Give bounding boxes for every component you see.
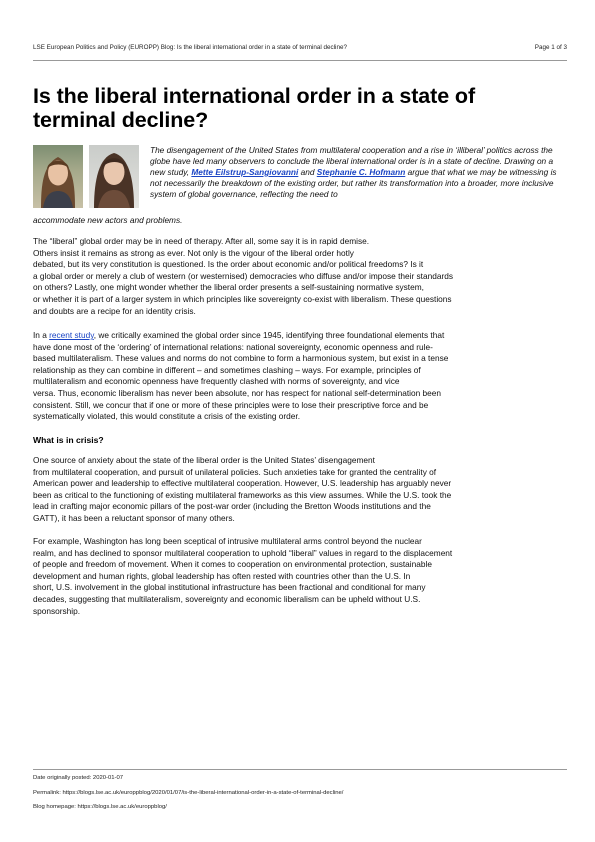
text-line: Others insist it remains as strong as ever. Not only is the vigour of the liberal order hotly xyxy=(33,247,354,258)
text-line: The “liberal” global order may be in need of therapy. After all, some say it is in rapid demise. xyxy=(33,236,370,246)
footer-permalink: Permalink: https://blogs.lse.ac.uk/europpblog/2020/01/07/is-the-liberal-international-order-in-a-state-of-terminal-decline/ xyxy=(33,790,344,796)
text-line: or whether it is part of a larger system in which principles like sovereignty co-exist with liberalism. These questions xyxy=(33,293,452,304)
text-line: For example, Washington has long been sceptical of intrusive multilateral arms control beyond the nuclear xyxy=(33,536,422,546)
text-line: a global order or merely a club of western (or westernised) democracies who diffuse and/or impose their standards xyxy=(33,270,453,281)
text-line: been as critical to the functioning of existing multilateral frameworks as this view assumes. While the U.S. took the xyxy=(33,489,452,500)
footer-date: Date originally posted: 2020-01-07 xyxy=(33,775,124,781)
footer-divider xyxy=(33,769,567,770)
author-photo-eilstrup-sangiovanni xyxy=(33,145,83,208)
text-line: and doubts are a recipe for an identity crisis. xyxy=(33,305,196,316)
recent-study-link[interactable]: recent study xyxy=(49,330,94,340)
text-line: American power and leadership to effective multilateral cooperation. However, U.S. leadership has arguably never xyxy=(33,478,452,489)
intro-text-2: argue that what we may be witnessing is not necessarily the breakdown of the existing order, but rather its transformation into a broader, more inclusive system of global governance, reflecting the need to xyxy=(150,166,557,199)
header-page-number: Page 1 of 3 xyxy=(534,44,567,51)
intro-tail: accommodate new actors and problems. xyxy=(33,215,183,225)
footer-homepage: Blog homepage: https://blogs.lse.ac.uk/europpblog/ xyxy=(33,804,167,810)
text-line: from multilateral cooperation, and pursuit of unilateral policies. Such anxieties take for granted the centrality of xyxy=(33,466,437,477)
text-line: based multilateralism. These values and norms do not combine to form a harmonious system, but exist in a tense xyxy=(33,353,449,364)
article-title: Is the liberal international order in a state of terminal decline? xyxy=(33,84,476,132)
paragraph-1 xyxy=(33,236,566,317)
intro-standfirst xyxy=(150,145,562,200)
author-link-hofmann[interactable]: Stephanie C. Hofmann xyxy=(316,166,406,177)
p2-lead: In a xyxy=(33,330,50,340)
author-link-eilstrup-sangiovanni[interactable]: Mette Eilstrup-Sangiovanni xyxy=(191,166,299,177)
intro-text-and: and xyxy=(298,166,317,177)
p2-rest: , we critically examined the global order since 1945, identifying three foundational elements that xyxy=(93,330,445,340)
text-line: on others? Lastly, one might wonder whether the liberal order presents a self-sustaining normative system, xyxy=(33,282,424,293)
paragraph-2 xyxy=(33,330,566,423)
paragraph-2-line xyxy=(33,330,566,342)
text-line: versa. Thus, economic liberalism has never been absolute, nor has respect for national self-determination been xyxy=(33,387,442,398)
text-line: consistent. Still, we concur that if one or more of these principles were to lose their prescriptive force and be xyxy=(33,399,429,410)
text-line: decades, suggesting that multilateralism, sovereignty and economic liberalism can be upheld without U.S. xyxy=(33,593,421,604)
text-line: relationship as they can combine in different – and sometimes clashing – ways. For example, principles of xyxy=(33,364,421,375)
header-divider xyxy=(33,60,567,61)
section-heading-what-is-in-crisis: What is in crisis? xyxy=(33,435,104,445)
text-line: development and human rights, global leadership has often rested with countries other than the U.S. In xyxy=(33,570,411,581)
intro-text-1: The disengagement of the United States from multilateral cooperation and a rise in ‘illiberal’ politics across the globe have led many observers to conclude the liberal international order is in a state of decline. Drawing on a new study, xyxy=(150,145,554,177)
text-line: of people and freedom of movement. When it comes to cooperation on environmental protection, sustainable xyxy=(33,559,432,570)
text-line: lead in crafting major economic pillars of the post-war order (including the Bretton Woods institutions and the xyxy=(33,501,431,512)
header-source: LSE European Politics and Policy (EUROPP) Blog: Is the liberal international order in a state of terminal decline? xyxy=(33,44,347,51)
paragraph-4 xyxy=(33,536,566,617)
author-photo-hofmann xyxy=(89,145,139,208)
text-line: multilateralism and economic openness have frequently clashed with norms of sovereignty, and vice xyxy=(33,376,400,387)
text-line: have done most of the ‘ordering’ of international relations: national sovereignty, economic openness and rule- xyxy=(33,341,433,352)
text-line: One source of anxiety about the state of the liberal order is the United States’ disengagement xyxy=(33,455,375,465)
text-line: debated, but its very constitution is questioned. Is the order about economic and/or political freedoms? Is it xyxy=(33,259,424,270)
text-line: short, U.S. involvement in the global institutional infrastructure has been fractional and conditional for many xyxy=(33,582,426,593)
text-line: GATT), it has been a reluctant sponsor of many others. xyxy=(33,512,235,523)
text-line: realm, and has declined to sponsor multilateral cooperation to uphold “liberal” values in regard to the displacement xyxy=(33,547,453,558)
text-line: systematically violated, this would constitute a crisis of the existing order. xyxy=(33,411,301,422)
text-line: sponsorship. xyxy=(33,605,81,616)
paragraph-3 xyxy=(33,455,566,525)
page-header xyxy=(33,44,567,51)
